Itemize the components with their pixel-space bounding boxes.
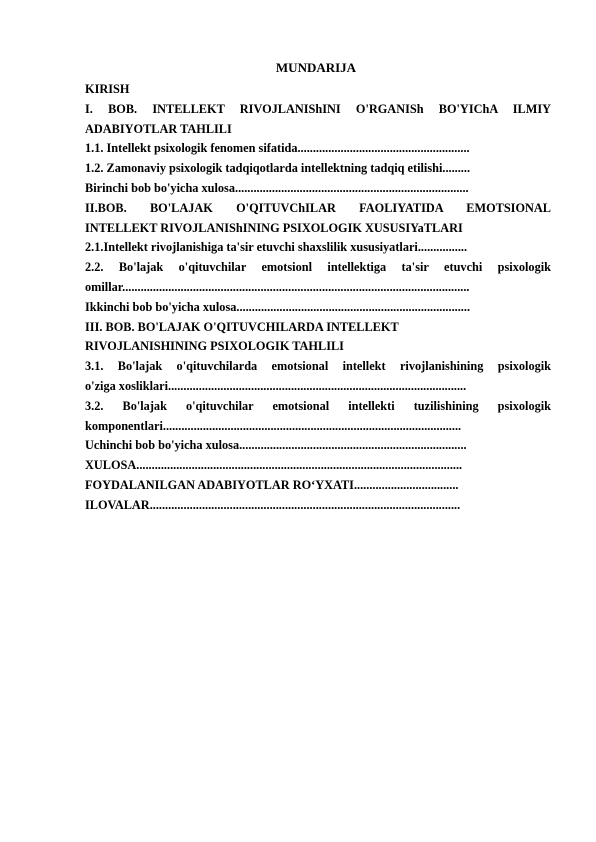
toc-line: ADABIYOTLAR TAHLILI <box>85 121 232 136</box>
toc-line: ILOVALAR..................................................................................................... <box>85 497 461 512</box>
toc-line: 1.2. Zamonaviy psixologik tadqiqotlarda intellektning tadqiq etilishi......... <box>85 161 471 176</box>
toc-line: Birinchi bob bo'yicha xulosa............................................................................ <box>85 180 469 195</box>
toc-line: 2.1.Intellekt rivojlanishiga ta'sir etuvchi shaxslilik xususiyatlari................ <box>85 240 468 255</box>
toc-line: III. BOB. BO'LAJAK O'QITUVCHILARDA INTELLEKT <box>85 319 399 334</box>
toc-line: 3.2. Bo'lajak o'qituvchilar emotsional intellekti tuzilishining psixologik <box>85 398 551 413</box>
toc-line: 3.1. Bo'lajak o'qituvchilarda emotsional intellekt rivojlanishining psixologik <box>85 359 551 374</box>
toc-line: 2.2. Bo'lajak o'qituvchilar emotsionl intellektiga ta'sir etuvchi psixologik <box>85 260 551 275</box>
toc-line: FOYDALANILGAN ADABIYOTLAR RO‘YXATI.................................. <box>85 477 459 492</box>
toc-line: RIVOJLANISHINING PSIXOLOGIK TAHLILI <box>85 339 344 354</box>
toc-line: I. BOB. INTELLEKT RIVOJLANIShINI O'RGANISh BO'YIChA ILMIY <box>85 101 551 116</box>
toc-line: 1.1. Intellekt psixologik fenomen sifatida........................................................ <box>85 141 470 156</box>
table-of-contents <box>85 80 551 516</box>
page-title: MUNDARIJA <box>275 60 357 75</box>
toc-line: II.BOB. BO'LAJAK O'QITUVChILAR FAOLIYATIDA EMOTSIONAL <box>85 200 551 215</box>
toc-line: o'ziga xosliklari................................................................................................. <box>85 378 467 393</box>
toc-line: omillar................................................................................................................. <box>85 279 470 294</box>
toc-line: Uchinchi bob bo'yicha xulosa.......................................................................... <box>85 438 467 453</box>
toc-line: Ikkinchi bob bo'yicha xulosa............................................................................ <box>85 299 471 314</box>
toc-line: INTELLEKT RIVOJLANIShINING PSIXOLOGIK XUSUSIYaTLARI <box>85 220 463 235</box>
toc-line: KIRISH <box>85 82 130 96</box>
toc-line: komponentlari................................................................................................. <box>85 418 462 433</box>
toc-line: XULOSA.......................................................................................................... <box>85 458 463 473</box>
